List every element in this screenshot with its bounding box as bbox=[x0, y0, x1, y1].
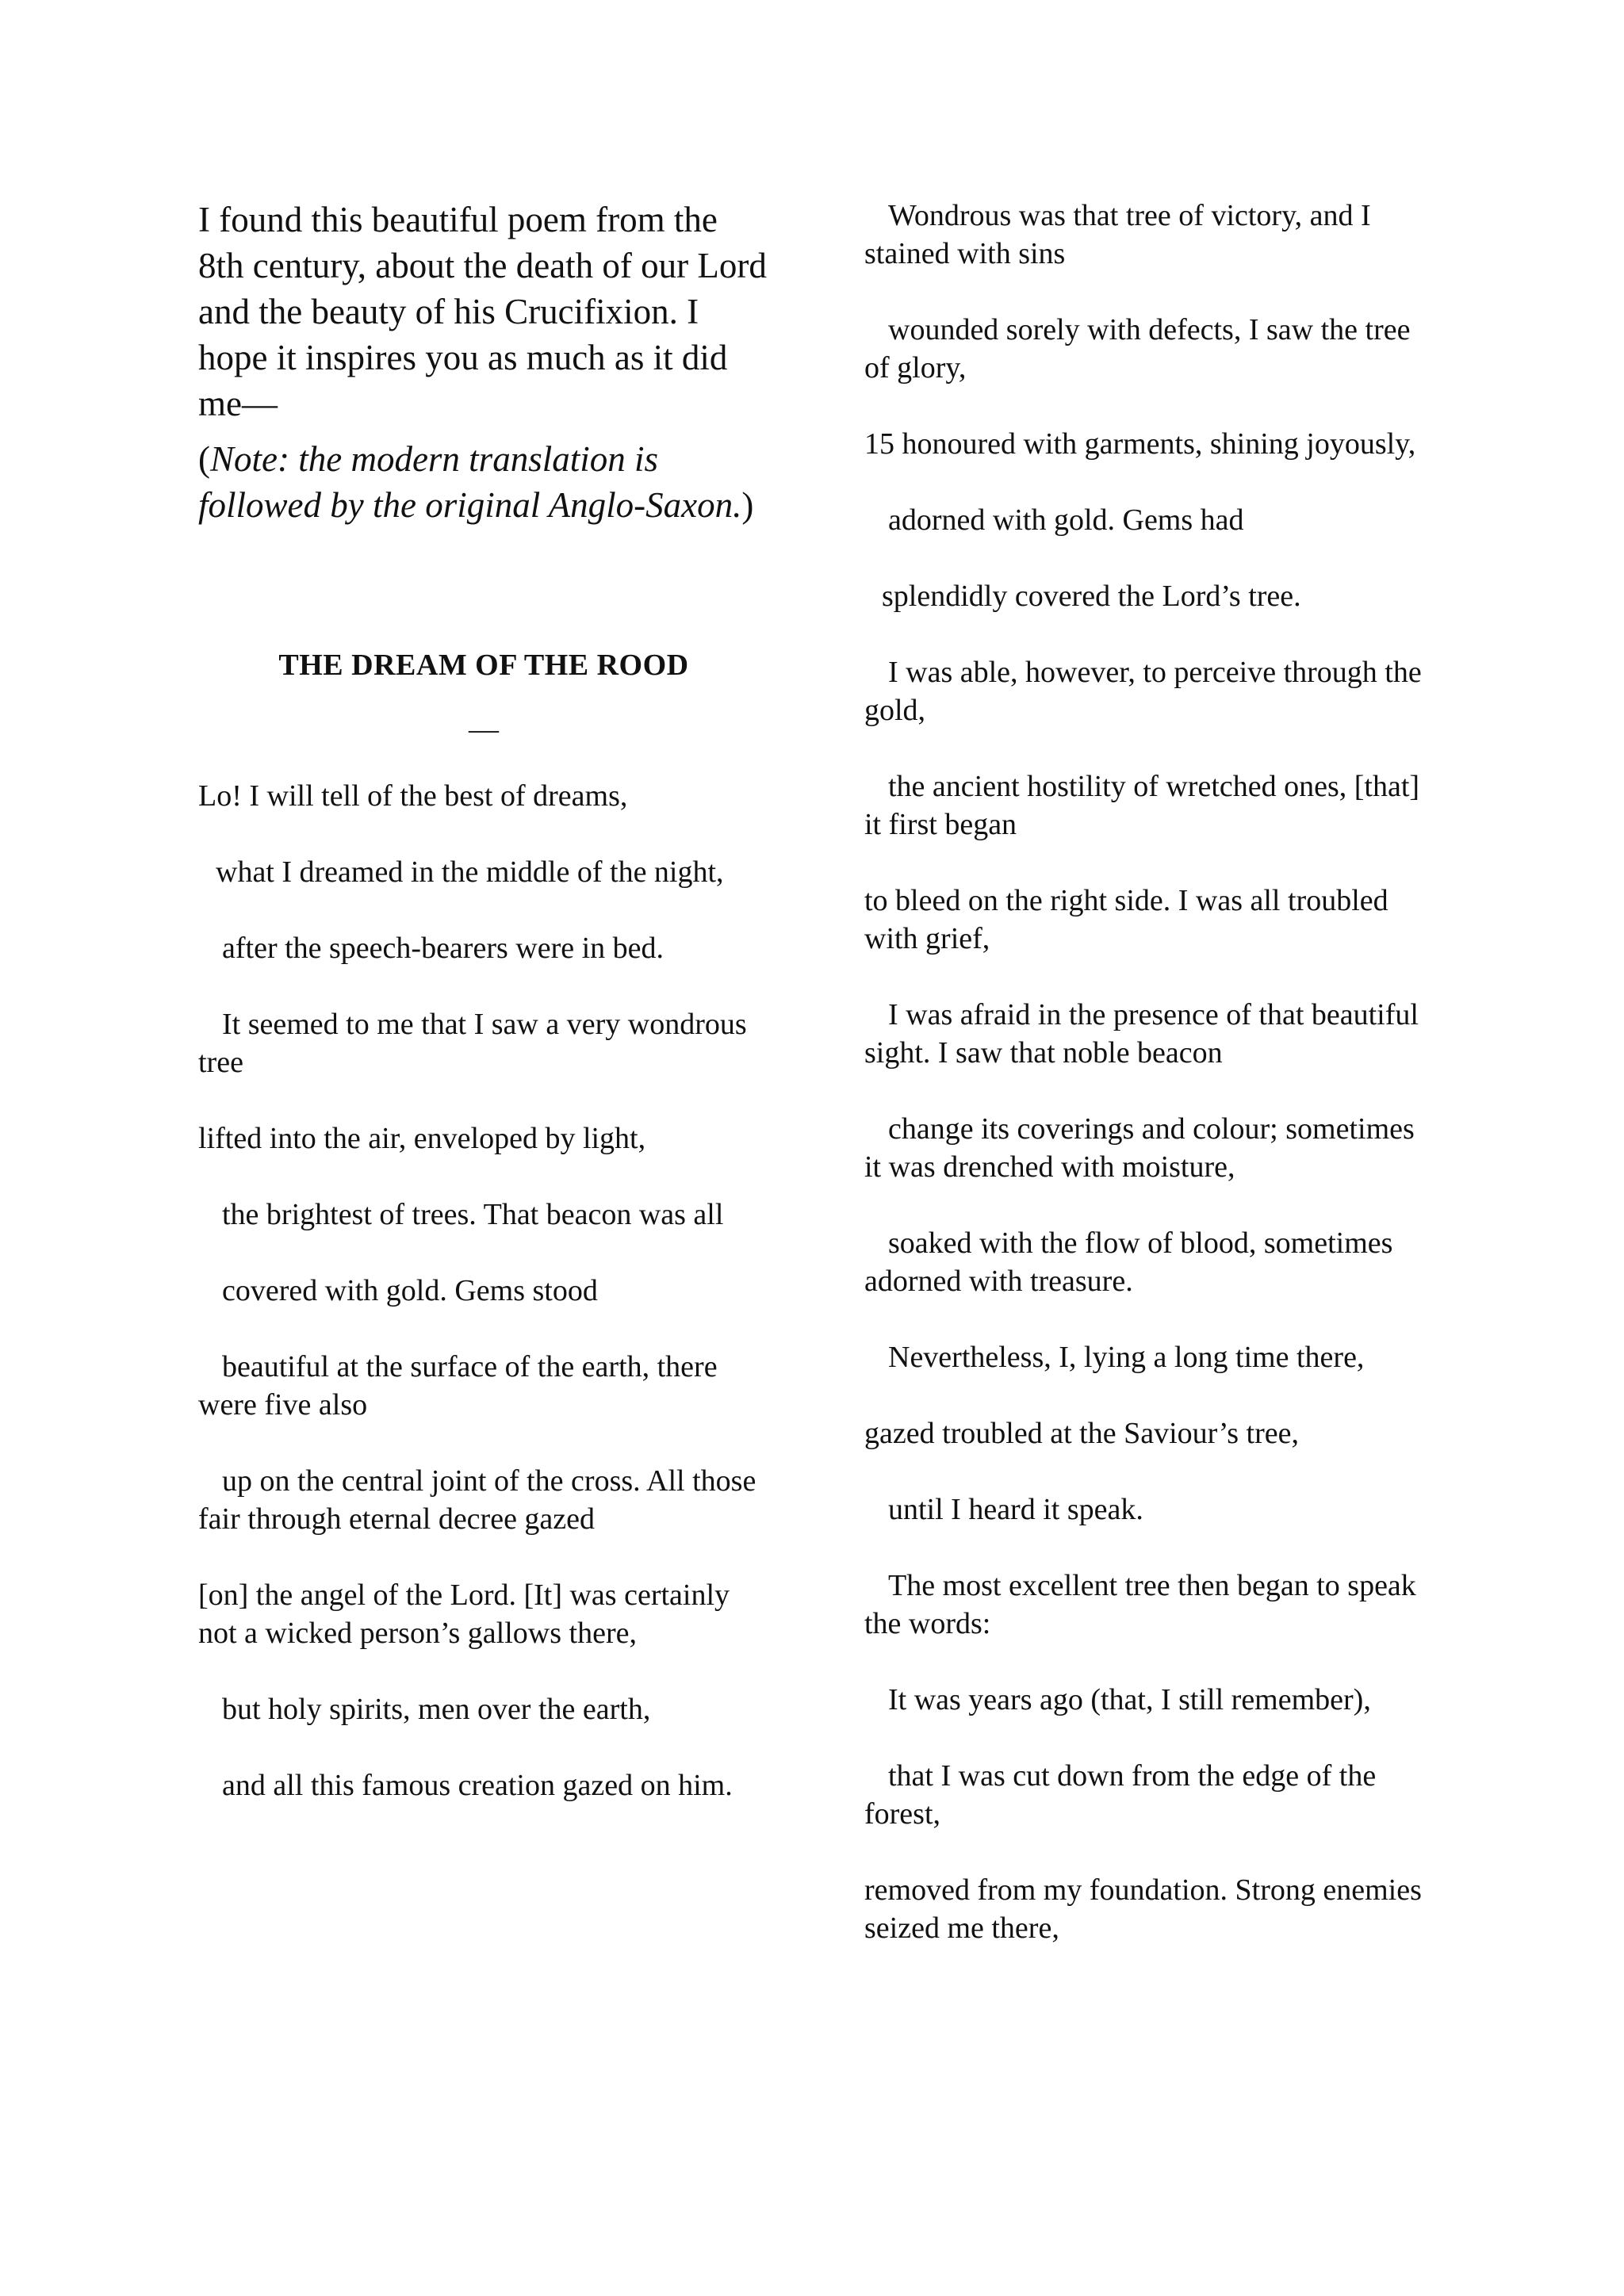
poem-line: gazed troubled at the Saviour’s tree, bbox=[864, 1417, 1299, 1450]
translation-note bbox=[198, 436, 769, 528]
poem-line: adorned with gold. Gems had bbox=[888, 503, 1244, 537]
poem-line: lifted into the air, enveloped by light, bbox=[198, 1122, 646, 1155]
poem-line: change its coverings and colour; sometimes it was drenched with moisture, bbox=[864, 1112, 1415, 1184]
left-column bbox=[198, 197, 769, 1843]
poem-line: covered with gold. Gems stood bbox=[222, 1274, 598, 1307]
poem-line: but holy spirits, men over the earth, bbox=[222, 1693, 651, 1726]
title-separator: — bbox=[469, 713, 499, 746]
poem-line: splendidly covered the Lord’s tree. bbox=[882, 580, 1301, 613]
poem-line: soaked with the flow of blood, sometimes adorned with treasure. bbox=[864, 1226, 1393, 1298]
poem-line: that I was cut down from the edge of the forest, bbox=[864, 1759, 1377, 1831]
poem-line: wounded sorely with defects, I saw the tree of glory, bbox=[864, 313, 1411, 385]
poem-line: It seemed to me that I saw a very wondrous tree bbox=[198, 1008, 747, 1079]
poem-line: to bleed on the right side. I was all troubled with grief, bbox=[864, 884, 1388, 955]
note-close-paren: ) bbox=[741, 485, 754, 525]
right-verses bbox=[864, 197, 1435, 1947]
poem-line: until I heard it speak. bbox=[888, 1493, 1143, 1526]
note-open-paren: ( bbox=[198, 439, 210, 479]
poem-line: up on the central joint of the cross. All those fair through eternal decree gazed bbox=[198, 1464, 756, 1536]
poem-line: It was years ago (that, I still remember), bbox=[888, 1683, 1371, 1716]
poem-title: THE DREAM OF THE ROOD bbox=[278, 649, 689, 682]
poem-line: and all this famous creation gazed on him. bbox=[222, 1769, 733, 1802]
poem-line: beautiful at the surface of the earth, there were five also bbox=[198, 1350, 718, 1422]
poem-line: 15 honoured with garments, shining joyously, bbox=[864, 427, 1416, 461]
poem-line: The most excellent tree then began to speak the words: bbox=[864, 1569, 1416, 1640]
poem-line: I was afraid in the presence of that beautiful sight. I saw that noble beacon bbox=[864, 998, 1419, 1070]
poem-line: what I dreamed in the middle of the night, bbox=[216, 855, 724, 889]
poem-line: I was able, however, to perceive through the gold, bbox=[864, 656, 1422, 727]
intro-paragraph: I found this beautiful poem from the 8th century, about the death of our Lord and the beauty of his Crucifixion. I hope it inspires you as much as it did me— bbox=[198, 200, 767, 423]
poem-line: the brightest of trees. That beacon was all bbox=[222, 1198, 724, 1231]
note-italic-text: Note: the modern translation is followed by the original Anglo-Saxon. bbox=[198, 439, 742, 525]
poem-line: removed from my foundation. Strong enemies seized me there, bbox=[864, 1873, 1422, 1945]
poem-line: Nevertheless, I, lying a long time there, bbox=[888, 1341, 1365, 1374]
right-column bbox=[864, 197, 1435, 1985]
left-verses bbox=[198, 777, 769, 1804]
poem-line: Wondrous was that tree of victory, and I stained with sins bbox=[864, 199, 1371, 270]
poem-line: Lo! I will tell of the best of dreams, bbox=[198, 779, 628, 813]
poem-line: the ancient hostility of wretched ones, [that] it first began bbox=[864, 770, 1420, 841]
poem-line: [on] the angel of the Lord. [It] was certainly not a wicked person’s gallows there, bbox=[198, 1578, 730, 1650]
poem-line: after the speech-bearers were in bed. bbox=[222, 932, 665, 965]
